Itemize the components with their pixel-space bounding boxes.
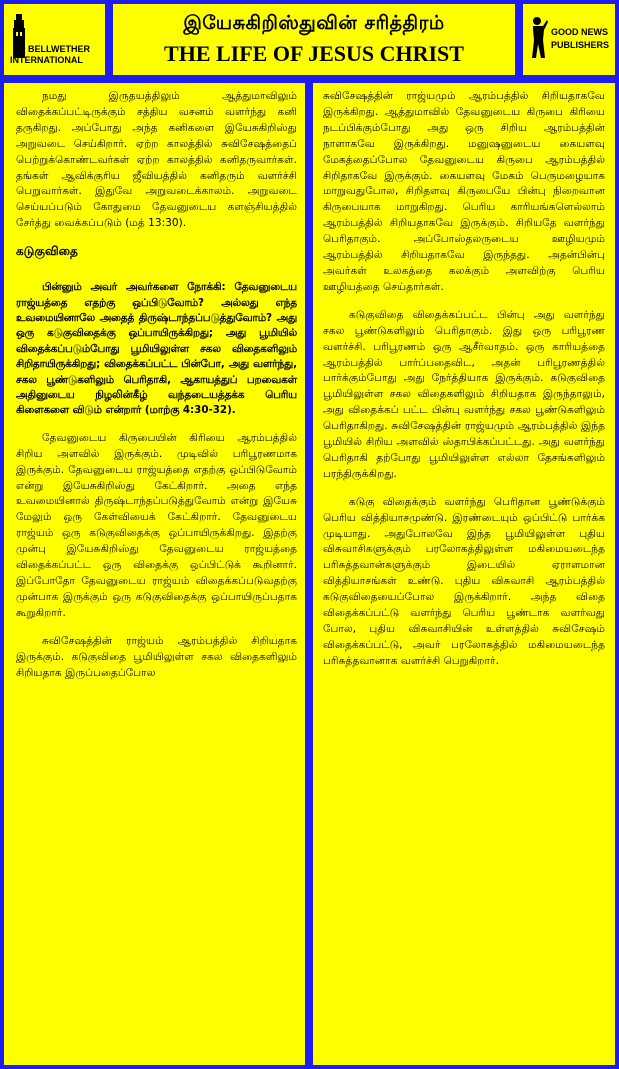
- paragraph: தேவனுடைய கிருபையின் கிரியை ஆரம்பத்தில் சிறிய அளவில் இருக்கும். முடிவில் பரிபூரணமாக இருக்கும். தேவனுடைய ராஜ்யத்தை எதற்கு ஒப்பிடுவோம் என்று இயேசுகிறிஸ்து கேட்கிறார். அதை எந்த உவமையினால் திருஷ்டாந்தப்படுத்துவோம் என்று இயேசு மேலும் ஒரு கேள்வியைக் கேட்கிறார். தேவனுடைய ராஜ்யம் ஒரு கடுகுவிதைக்கு ஒப்பாயிருக்கிறது. இதற்கு முன்பு இயேசுகிறிஸ்து தேவனுடைய ராஜ்யத்தை விதைக்கப்பட்ட ஒரு விதைக்கு ஒப்பிட்டுக் கூறினார். இப்போதோ தேவனுடைய ராஜ்யம் விதைக்கப்படுவதற்கு முன்பாக இருக்கும் ஒரு கடுகுவிதைக்கு ஒப்பாயிருப்பதாக கூறுகிறார்.: [16, 431, 297, 619]
- good-news-subtitle: PUBLISHERS: [551, 40, 610, 50]
- left-column: [4, 83, 305, 1065]
- paragraph: கடுகு விதைக்கும் வளர்ந்து பெரிதான பூண்டுக்கும் பெரிய வித்தியாசமுண்டு. இரண்டையும் ஒப்பிட்டு பார்க்க முடியாது. அதுபோலவே இந்த பூமியிலுள்ள புதிய விசுவாசிகளுக்கும் பரலோகத்திலுள்ள மகிமையடைந்த பரிசுத்தவான்களுக்கும் இடையில் ஏராளமான வித்தியாசங்கள் உண்டு. புதிய விசுவாசி ஆரம்பத்தில் கடுகுவிதையைப்போல இருக்கிறார். அந்த விதை விதைக்கப்பட்டு வளர்ந்து பெரிய பூண்டாக வளர்வது போல, புதிய விசுவாசியின் உள்ளத்தில் சுவிசேஷம் விதைக்கப்பட்டு, அவர் பரலோகத்தில் மகிமையடைந்த பரிசுத்தவானாக வளர்ச்சி பெறுகிறார்.: [323, 495, 605, 667]
- bellwether-subtitle: INTERNATIONAL: [10, 55, 83, 65]
- title-tamil: இயேசுகிறிஸ்துவின் சரித்திரம்: [183, 12, 445, 34]
- title-english: THE LIFE OF JESUS CHRIST: [164, 41, 464, 66]
- scripture-quote: பின்னும் அவர் அவர்களை நோக்கி: தேவனுடைய ராஜ்யத்தை எதற்கு ஒப்பிடுவோம்? அல்லது எந்த உவமையினாலே அதைத் திருஷ்டாந்தப்படுத்துவோம்? அது ஒரு கடுகுவிதைக்கு ஒப்பாயிருக்கிறது; அது பூமியில் விதைக்கப்படும்போது பூமியிலுள்ள சகல விதைகளிலும் சிறிதாயிருக்கிறது; விதைக்கப்பட்ட பின்போ, அது வளர்ந்து, சகல பூண்டுகளிலும் பெரிதாகி, ஆகாயத்துப் பறவைகள் அதினுடைய நிழலின்கீழ் வந்தடையத்தக்க பெரிய கிளைகளை விடும் என்றார் (மாற்கு 4:30-32).: [16, 281, 297, 417]
- good-news-name: GOOD NEWS: [551, 27, 609, 37]
- bellwether-logo: [4, 4, 105, 75]
- paragraph: சுவிசேஷத்தின் ராஜ்யமும் ஆரம்பத்தில் சிறியதாகவே இருக்கிறது. ஆத்துமாவில் தேவனுடைய கிருபை கிரியை நடப்பிக்கும்போது அது ஒரு சிறிய ஆரம்பத்தின் நாளாகவே இருக்கிறது. மனுஷனுடைய கையளவு மேகத்தைப்போல தேவனுடைய கிருபை ஆரம்பத்தில் சிறிதாகவே இருக்கும். கையளவு மேகம் பெருமழையாக மாறுவதுபோல, சிறிதளவு கிருபையே பின்பு நிறைவான கிருபையாக மாறுகிறது. பெரிய காரியங்களெல்லாம் ஆரம்பத்தில் சிறியதாகவே இருக்கும். சிறியதே வளர்ந்து பெரிதாகும். அப்போஸ்தலருடைய ஊழியமும் ஆரம்பத்தில் சிறியதாகவே இருந்தது. அதன்பின்பு அவர்கள் உலகத்தை கலக்கும் அளவிற்கு பெரிய ஊழியத்தை செய்தார்கள்.: [323, 90, 605, 293]
- good-news-figure-icon: [529, 16, 549, 60]
- page-header: [113, 4, 515, 75]
- paragraph: நமது இருதயத்திலும் ஆத்துமாவிலும் விதைக்கப்பட்டிருக்கும் சத்திய வசனம் வளர்ந்து கனி தருகிறது. அப்போது அந்த கனிகளை இயேசுகிறிஸ்து அறுவடை செய்கிறார். ஏற்ற காலத்தில் சுவிசேஷத்தைப் பெற்றுக்கொண்டவர்கள் ஏற்ற காலத்தில் கனிதருவார்கள். தங்கள் ஆவிக்குரிய ஜீவியத்தில் கனிதரும் வளர்ச்சி பெறுவார்கள். இதுவே அறுவடைக்காலம். அறுவடை செய்யப்படும் கோதுமை தேவனுடைய களஞ்சியத்தில் சேர்த்து வைக்கப்படும் (மத் 13:30).: [16, 90, 297, 230]
- paragraph: கடுகுவிதை விதைக்கப்பட்ட பின்பு அது வளர்ந்து சகல பூண்டுகளிலும் பெரிதாகும். இது ஒரு பரிபூரண வளர்ச்சி. பரிபூரணம் ஒரு ஆசீர்வாதம். ஒரு காரியத்தை ஆரம்பத்தில் பார்ப்பதைவிட, அதன் பரிபூரணத்தில் பார்க்கும்போது அது நேர்த்தியாக இருக்கும். கடுகுவிதை பூமியிலுள்ள சகல விதைகளிலும் சிறியதாக இருந்தாலும், அது விதைக்கப் பட்ட பின்பு வளர்ந்து சகல பூண்டுகளிலும் பெரிதாகிறது. சுவிசேஷத்தின் ராஜ்யமும் ஆரம்பத்தில் இந்த பூமியில் சிறிய அளவில் ஸ்தாபிக்கப்பட்டது. அது வளர்ந்து பெரிதாகி தற்போது பூமியிலுள்ள எல்லா தேசங்களிலும் பரந்திருக்கிறது.: [323, 308, 605, 480]
- section-heading: கடுகுவிதை: [16, 244, 78, 259]
- good-news-logo: [523, 4, 615, 75]
- paragraph: சுவிசேஷத்தின் ராஜ்யம் ஆரம்பத்தில் சிறியதாக இருக்கும். கடுகுவிதை பூமியிலுள்ள சகல விதைகளிலும் சிறியதாக இருப்பதைப்போல: [16, 634, 297, 679]
- bellwether-tower-icon: [11, 14, 27, 58]
- bellwether-name: BELLWETHER: [28, 44, 90, 54]
- right-column: [313, 83, 615, 1065]
